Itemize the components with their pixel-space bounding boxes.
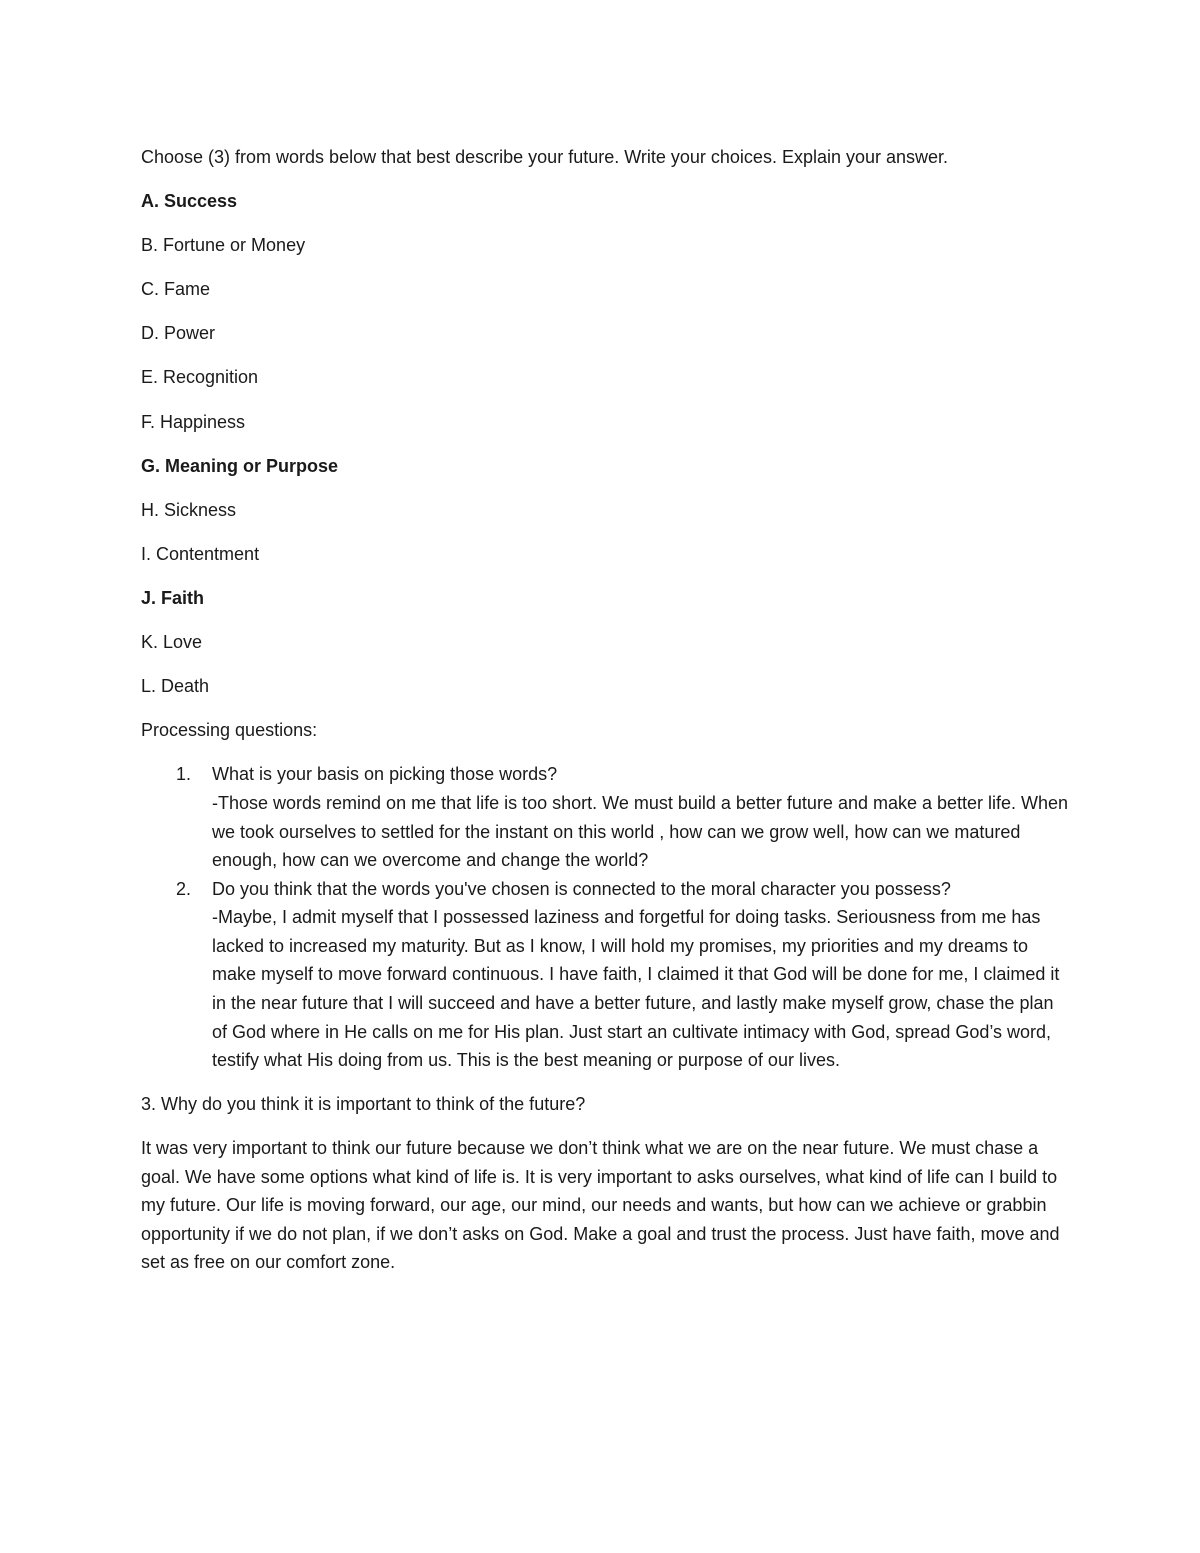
option-h: H. Sickness [141,499,237,520]
option-e: E. Recognition [141,367,259,388]
question-3-text: 3. Why do you think it is important to think of the future? [141,1093,586,1114]
option-c: C. Fame [141,279,211,300]
option-l: L. Death [141,676,210,697]
option-k: K. Love [141,632,203,653]
question-text: Do you think that the words you've chosen is connected to the moral character you possess? [212,878,951,899]
answer-text: -Maybe, I admit myself that I possessed laziness and forgetful for doing tasks. Seriousness from me has lacked to increased my maturity. But as I know, I will hold my promises, my priorities and my dreams to make myself to move forward continuous. I have faith, I claimed it that God will be done for me, I claimed it in the near future that I will succeed and have a better future, and lastly make myself grow, chase the plan of God where in He calls on me for His plan. Just start an cultivate intimacy with God, spread God’s word, testify what His doing from us. This is the best meaning or purpose of our lives. [212,907,1060,1071]
question-item-1 [141,760,1072,874]
answer-text: -Those words remind on me that life is too short. We must build a better future and make a better life. When we took ourselves to settled for the instant on this world , how can we grow well, how can we matured enough, how can we overcome and change the world? [212,792,1069,871]
questions-list [141,760,1071,1075]
question-text: What is your basis on picking those words? [212,764,558,785]
option-i: I. Contentment [141,543,260,564]
option-a: A. Success [141,191,238,212]
document-body [141,143,1071,1277]
option-f: F. Happiness [141,411,246,432]
option-b: B. Fortune or Money [141,235,306,256]
instruction-text: Choose (3) from words below that best describe your future. Write your choices. Explain your answer. [141,147,949,167]
question-number: 1. [176,764,192,785]
option-g: G. Meaning or Purpose [141,455,339,476]
option-d: D. Power [141,323,216,344]
option-j: J. Faith [141,587,205,608]
processing-heading: Processing questions: [141,720,318,741]
question-item-2 [141,875,1072,1075]
question-number: 2. [176,878,192,899]
answer-3-text: It was very important to think our future because we don’t think what we are on the near future. We must chase a goal. We have some options what kind of life is. It is very important to asks ourselves, what kind of life can I build to my future. Our life is moving forward, our age, our mind, our needs and wants, but how can we achieve or grabbin opportunity if we do not plan, if we don’t asks on God. Make a goal and trust the process. Just have faith, move and set as free on our comfort zone. [141,1137,1060,1273]
